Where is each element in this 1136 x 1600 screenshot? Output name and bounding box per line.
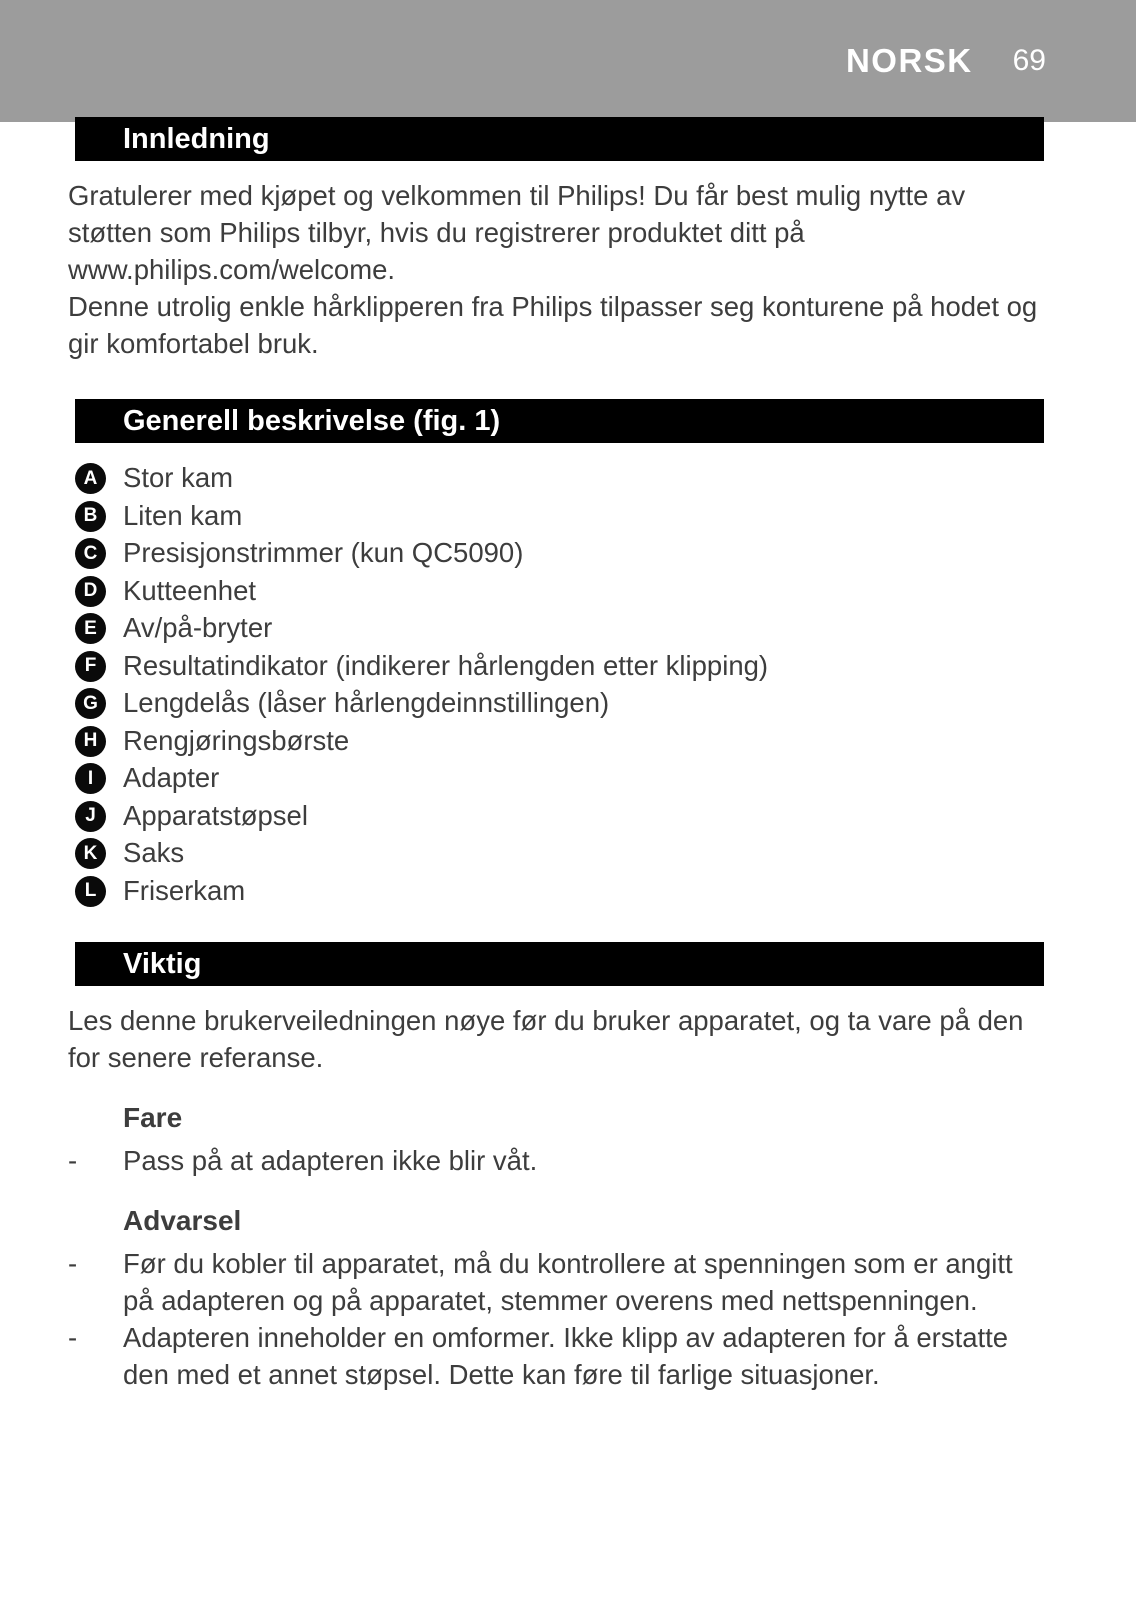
subsection-heading-fare: Fare [123,1102,183,1133]
letter-badge-g-icon: G [75,688,106,719]
legend-item-text: Av/på-bryter [123,612,273,643]
bullet-text: Pass på at adapteren ikke blir våt. [123,1145,538,1176]
letter-badge-e-icon: E [75,613,106,644]
legend-item-text: Presisjonstrimmer (kun QC5090) [123,537,524,568]
legend-item [75,797,1050,835]
dash-marker: - [68,1248,78,1279]
letter-badge-j-icon: J [75,801,106,832]
innledning-paragraphs [68,177,1050,362]
section-title-innledning: Innledning [123,123,270,155]
legend-item-text: Friserkam [123,874,246,906]
letter-badge-a-icon: A [75,463,106,494]
legend-item [75,647,1050,685]
legend-item [75,572,1050,610]
legend-item [75,872,1050,910]
legend-item [75,497,1050,535]
section-bar-innledning [75,117,1044,161]
language-label: NORSK [845,42,973,79]
letter-badge-d-icon: D [75,576,106,607]
page-content [0,117,1136,1393]
legend-item-text: Kutteenhet [123,574,257,606]
parts-legend-list [68,459,1050,909]
legend-item [75,534,1050,572]
legend-item-text: Apparatstøpsel [123,799,308,831]
bullet-item [68,1245,1050,1319]
legend-item [75,759,1050,797]
page-header-band [0,0,1136,122]
legend-item [75,684,1050,722]
legend-item [75,609,1050,647]
paragraph: Les denne brukerveiledningen nøye før du bruker apparatet, og ta vare på den for senere referanse. [68,1005,1024,1073]
legend-item [75,459,1050,497]
bullet-item [68,1319,1050,1393]
legend-item [75,834,1050,872]
section-title-viktig: Viktig [123,948,202,980]
section-bar-viktig [75,942,1044,986]
page-number: 69 [1012,44,1046,77]
letter-badge-k-icon: K [75,838,106,869]
legend-item-text: Stor kam [123,462,234,493]
legend-item-text: Saks [123,837,185,868]
letter-badge-i-icon: I [75,763,106,794]
legend-item-text: Liten kam [123,499,243,531]
letter-badge-c-icon: C [75,538,106,569]
dash-marker: - [68,1322,78,1353]
paragraph: Denne utrolig enkle hårklipperen fra Philips tilpasser seg konturene på hodet og gir komfortabel bruk. [68,291,1038,359]
viktig-intro [68,1002,1050,1076]
bullet-text: Før du kobler til apparatet, må du kontrollere at spenningen som er angitt på adapteren og på apparatet, stemmer overens med nettspenningen. [123,1248,1013,1316]
legend-item-text: Adapter [123,762,220,793]
letter-badge-f-icon: F [75,651,106,682]
legend-item [75,722,1050,760]
legend-item-text: Resultatindikator (indikerer hårlengden etter klipping) [123,649,769,681]
subsection-heading-advarsel: Advarsel [123,1205,242,1236]
section-bar-generell-beskrivelse [75,399,1044,443]
paragraph: Gratulerer med kjøpet og velkommen til Philips! Du får best mulig nytte av støtten som Philips tilbyr, hvis du registrerer produktet ditt på www.philips.com/welcome. [68,180,966,285]
bullet-item [68,1142,1050,1179]
legend-item-text: Rengjøringsbørste [123,724,350,756]
letter-badge-b-icon: B [75,501,106,532]
dash-marker: - [68,1145,78,1176]
letter-badge-l-icon: L [75,876,106,907]
letter-badge-h-icon: H [75,726,106,757]
section-title-generell-beskrivelse: Generell beskrivelse (fig. 1) [123,405,501,437]
legend-item-text: Lengdelås (låser hårlengdeinnstillingen) [123,687,610,718]
bullet-text: Adapteren inneholder en omformer. Ikke klipp av adapteren for å erstatte den med et annet støpsel. Dette kan føre til farlige situasjoner. [123,1322,1009,1390]
